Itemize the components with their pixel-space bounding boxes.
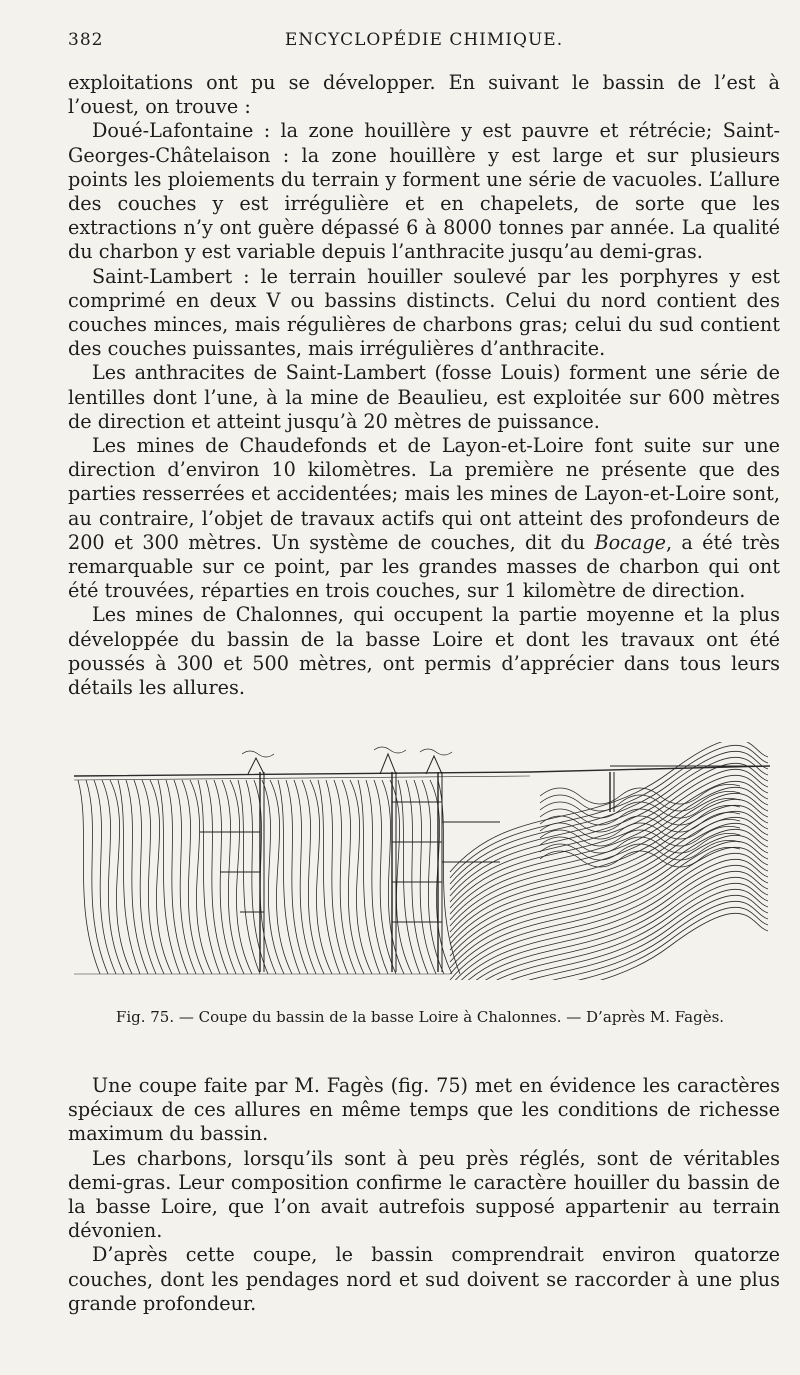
- paragraph: Les charbons, lorsqu’ils sont à peu près réglés, sont de véritables demi-gras. Leur composition confirme le caractère houiller du bassin de la basse Loire, que l’on avait autrefois supposé appartenir au terrain dévonien.: [68, 1146, 780, 1243]
- paragraph: exploitations ont pu se développer. En suivant le bassin de l’est à l’ouest, on trouve :: [68, 71, 780, 119]
- figure-caption: Fig. 75. — Coupe du bassin de la basse Loire à Chalonnes. — D’après M. Fagès.: [115, 1008, 725, 1026]
- page-number: 382: [68, 30, 104, 50]
- text-block-bottom: [68, 1074, 780, 1316]
- paragraph: Les mines de Chalonnes, qui occupent la partie moyenne et la plus développée du bassin de la basse Loire et dont les travaux ont été poussés à 300 et 500 mètres, ont permis d’apprécier dans tous leurs détails les allures.: [68, 603, 780, 700]
- paragraph: Doué-Lafontaine : la zone houillère y est pauvre et rétrécie; Saint-Georges-Châtelaison : la zone houillère y est large et sur plusieurs points les ploiements du terrain y forment une série de vacuoles. L’allure des couches y est irrégulière et en chapelets, de sorte que les extractions n’y ont guère dépassé 6 à 8000 tonnes par année. La qualité du charbon y est variable depuis l’anthracite jusqu’au demi-gras.: [68, 119, 780, 264]
- running-title: ENCYCLOPÉDIE CHIMIQUE.: [284, 30, 564, 50]
- page-header: [68, 30, 780, 56]
- italic-term: Bocage: [594, 530, 666, 554]
- paragraph: Une coupe faite par M. Fagès (fig. 75) met en évidence les caractères spéciaux de ces allures en même temps que les conditions de richesse maximum du bassin.: [68, 1074, 780, 1146]
- paragraph: Les anthracites de Saint-Lambert (fosse Louis) forment une série de lentilles dont l’une, à la mine de Beaulieu, est exploitée sur 600 mètres de direction et atteint jusqu’à 20 mètres de puissance.: [68, 361, 780, 433]
- text-block-top: [68, 71, 780, 700]
- figure-geological-section: [70, 742, 770, 980]
- paragraph: Saint-Lambert : le terrain houiller soulevé par les porphyres y est comprimé en deux V ou bassins distincts. Celui du nord contient des couches minces, mais régulières de charbons gras; celui du sud contient des couches puissantes, mais irrégulières d’anthracite.: [68, 264, 780, 361]
- section-illustration: [70, 742, 770, 980]
- paragraph: D’après cette coupe, le bassin comprendrait environ quatorze couches, dont les pendages nord et sud doivent se raccorder à une plus grande profondeur.: [68, 1243, 780, 1315]
- paragraph-chaudefonds: [68, 434, 780, 603]
- strata-lines: [74, 742, 770, 980]
- text-run: , a été très remarquable sur ce point, par les grandes masses de charbon qui ont été trouvées, réparties en trois couches, sur 1 kilomètre de direction.: [68, 530, 780, 603]
- text-run: Les mines de Chaudefonds et de Layon-et-Loire font suite sur une direction d’environ 10 kilomètres. La première ne présente que des parties resserrées et accidentées; mais les mines de Layon-et-Loire sont, au contraire, l’objet de travaux actifs qui ont atteint des profondeurs de 200 et 300 mètres. Un système de couches, dit du: [68, 434, 780, 554]
